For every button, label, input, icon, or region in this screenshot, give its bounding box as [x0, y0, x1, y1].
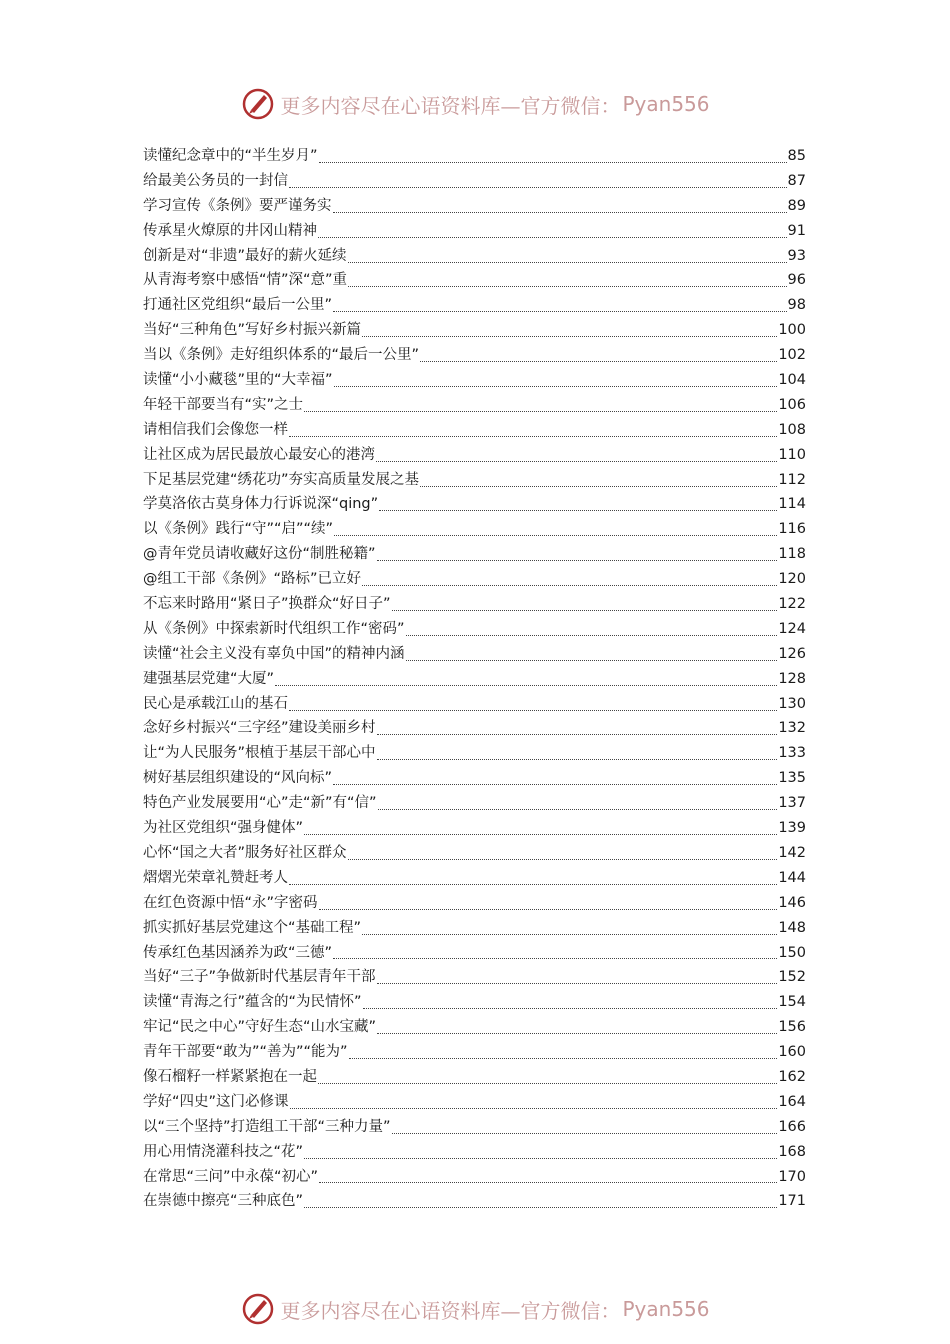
toc-entry-title: 学莫洛依古莫身体力行诉说深“qing”: [143, 496, 379, 513]
toc-leader-dots: [333, 784, 777, 785]
toc-entry[interactable]: [143, 343, 806, 368]
toc-entry-title: 下足基层党建“绣花功”夯实高质量发展之基: [143, 471, 420, 488]
toc-leader-dots: [289, 710, 777, 711]
toc-entry-page: 106: [778, 396, 806, 413]
toc-entry-page: 162: [778, 1068, 806, 1085]
toc-leader-dots: [378, 809, 778, 810]
toc-entry-title: 树好基层组织建设的“风向标”: [143, 770, 333, 787]
toc-entry[interactable]: [143, 293, 806, 318]
toc-entry-title: 抓实抓好基层党建这个“基础工程”: [143, 919, 362, 936]
toc-entry-page: 146: [778, 894, 806, 911]
toc-entry-title: 青年干部要“敢为”“善为”“能为”: [143, 1044, 348, 1061]
toc-entry[interactable]: [143, 916, 806, 941]
toc-entry-title: 年轻干部要当有“实”之士: [143, 396, 304, 413]
toc-entry-page: 89: [787, 197, 806, 214]
toc-entry-page: 112: [778, 471, 806, 488]
toc-entry-title: 让“为人民服务”根植于基层干部心中: [143, 745, 376, 762]
footer-banner: [0, 1289, 950, 1329]
toc-entry-page: 102: [778, 347, 806, 364]
toc-entry-title: 读懂“青海之行”蕴含的“为民情怀”: [143, 994, 362, 1011]
footer-text: 更多内容尽在心语资料库—官方微信：: [280, 1298, 621, 1323]
header-wechat-id: Pyan556: [622, 92, 710, 116]
toc-entry-title: 从青海考察中感悟“情”深“意”重: [143, 272, 348, 289]
toc-entry-title: 创新是对“非遗”最好的薪火延续: [143, 247, 347, 264]
toc-entry-title: 当好“三子”争做新时代基层青年干部: [143, 969, 376, 986]
toc-leader-dots: [333, 311, 787, 312]
toc-entry-page: 91: [787, 222, 806, 239]
toc-entry-page: 93: [787, 247, 806, 264]
toc-entry[interactable]: [143, 1189, 806, 1214]
toc-entry-title: 学习宣传《条例》要严谨务实: [143, 197, 332, 214]
toc-entry-page: 154: [778, 994, 806, 1011]
toc-entry-title: 不忘来时路用“紧日子”换群众“好日子”: [143, 596, 391, 613]
toc-entry[interactable]: [143, 617, 806, 642]
toc-entry-title: 从《条例》中探索新时代组织工作“密码”: [143, 620, 405, 637]
header-text: 更多内容尽在心语资料库—官方微信：: [280, 93, 621, 118]
toc-entry-title: 读懂“小小藏毯”里的“大幸福”: [143, 372, 333, 389]
toc-entry[interactable]: [143, 642, 806, 667]
toc-leader-dots: [319, 1182, 777, 1183]
toc-entry[interactable]: [143, 816, 806, 841]
toc-leader-dots: [289, 187, 787, 188]
toc-entry[interactable]: [143, 692, 806, 717]
toc-entry-title: 像石榴籽一样紧紧抱在一起: [143, 1068, 317, 1085]
toc-entry-title: 以“三个坚持”打造组工干部“三种力量”: [143, 1118, 391, 1135]
toc-entry[interactable]: [143, 1040, 806, 1065]
toc-leader-dots: [362, 336, 777, 337]
toc-leader-dots: [318, 237, 787, 238]
toc-entry[interactable]: [143, 667, 806, 692]
toc-entry[interactable]: [143, 1115, 806, 1140]
toc-entry[interactable]: [143, 492, 806, 517]
toc-entry-title: 让社区成为居民最放心最安心的港湾: [143, 446, 375, 463]
toc-entry-page: 126: [778, 645, 806, 662]
toc-leader-dots: [420, 486, 777, 487]
toc-entry[interactable]: [143, 418, 806, 443]
toc-entry[interactable]: [143, 965, 806, 990]
toc-entry-title: 在崇德中擦亮“三种底色”: [143, 1193, 304, 1210]
toc-entry-page: 98: [787, 297, 806, 314]
toc-entry-title: 建强基层党建“大厦”: [143, 670, 275, 687]
toc-entry-page: 160: [778, 1044, 806, 1061]
toc-entry-page: 110: [778, 446, 806, 463]
toc-entry-page: 170: [778, 1168, 806, 1185]
toc-leader-dots: [348, 262, 787, 263]
toc-entry-title: 传承星火燎原的井冈山精神: [143, 222, 317, 239]
toc-leader-dots: [304, 834, 777, 835]
brand-logo-icon: [240, 1291, 276, 1327]
toc-entry[interactable]: [143, 368, 806, 393]
toc-leader-dots: [362, 934, 777, 935]
toc-leader-dots: [334, 535, 777, 536]
toc-entry-title: 读懂纪念章中的“半生岁月”: [143, 148, 318, 164]
toc-entry-page: 164: [778, 1093, 806, 1110]
toc-entry[interactable]: [143, 941, 806, 966]
toc-entry[interactable]: [143, 542, 806, 567]
toc-entry-title: 当以《条例》走好组织体系的“最后一公里”: [143, 347, 420, 364]
toc-entry[interactable]: [143, 517, 806, 542]
toc-entry-page: 139: [778, 820, 806, 837]
toc-entry-title: 心怀“国之大者”服务好社区群众: [143, 844, 347, 861]
toc-leader-dots: [348, 859, 778, 860]
toc-entry-title: @组工干部《条例》“路标”已立好: [143, 571, 362, 588]
toc-leader-dots: [319, 162, 787, 163]
toc-entry-page: 152: [778, 969, 806, 986]
toc-entry-page: 118: [778, 546, 806, 563]
toc-entry-title: 读懂“社会主义没有辜负中国”的精神内涵: [143, 645, 405, 662]
toc-entry-title: 以《条例》践行“守”“启”“续”: [143, 521, 334, 538]
toc-leader-dots: [290, 1108, 778, 1109]
toc-entry[interactable]: [143, 1140, 806, 1165]
toc-entry[interactable]: [143, 592, 806, 617]
toc-entry[interactable]: [143, 318, 806, 343]
toc-entry-title: 念好乡村振兴“三字经”建设美丽乡村: [143, 720, 376, 737]
toc-entry[interactable]: [143, 766, 806, 791]
toc-entry-title: 学好“四史”这门必修课: [143, 1093, 289, 1110]
toc-entry-title: 用心用情浇灌科技之“花”: [143, 1143, 304, 1160]
toc-leader-dots: [304, 411, 777, 412]
toc-entry-page: 96: [787, 272, 806, 289]
toc-entry-title: 牢记“民之中心”守好生态“山水宝藏”: [143, 1019, 377, 1036]
toc-entry-title: @青年党员请收藏好这份“制胜秘籍”: [143, 546, 376, 563]
toc-entry[interactable]: [143, 169, 806, 194]
toc-entry-page: 144: [778, 869, 806, 886]
toc-entry[interactable]: [143, 716, 806, 741]
toc-entry-title: 特色产业发展要用“心”走“新”有“信”: [143, 795, 377, 812]
toc-leader-dots: [348, 286, 787, 287]
toc-entry[interactable]: [143, 443, 806, 468]
toc-leader-dots: [379, 510, 777, 511]
toc-entry-page: 104: [778, 372, 806, 389]
toc-leader-dots: [377, 759, 778, 760]
toc-leader-dots: [349, 1058, 778, 1059]
toc-leader-dots: [333, 958, 777, 959]
toc-entry-page: 124: [778, 620, 806, 637]
toc-entry-page: 132: [778, 720, 806, 737]
toc-entry-page: 130: [778, 695, 806, 712]
toc-entry[interactable]: [143, 891, 806, 916]
toc-entry-page: 156: [778, 1019, 806, 1036]
toc-entry-page: 122: [778, 596, 806, 613]
toc-entry[interactable]: [143, 1165, 806, 1190]
toc-leader-dots: [406, 660, 778, 661]
footer-wechat-id: Pyan556: [622, 1297, 710, 1321]
toc-leader-dots: [377, 734, 778, 735]
toc-leader-dots: [304, 1158, 777, 1159]
toc-entry-title: 为社区党组织“强身健体”: [143, 820, 304, 837]
toc-entry[interactable]: [143, 866, 806, 891]
toc-leader-dots: [363, 1008, 778, 1009]
toc-entry[interactable]: [143, 841, 806, 866]
toc-entry-page: 142: [778, 844, 806, 861]
toc-entry-title: 熠熠光荣章礼赞赶考人: [143, 869, 288, 886]
toc-entry[interactable]: [143, 144, 806, 169]
toc-leader-dots: [376, 461, 777, 462]
toc-leader-dots: [275, 685, 777, 686]
toc-entry[interactable]: [143, 1015, 806, 1040]
toc-leader-dots: [333, 212, 787, 213]
toc-entry[interactable]: [143, 791, 806, 816]
toc-entry-page: 135: [778, 770, 806, 787]
toc-entry[interactable]: [143, 741, 806, 766]
toc-entry-page: 116: [778, 521, 806, 538]
toc-entry-page: 87: [787, 172, 806, 189]
toc-entry-title: 当好“三种角色”写好乡村振兴新篇: [143, 322, 362, 339]
toc-leader-dots: [377, 560, 778, 561]
toc-leader-dots: [406, 635, 778, 636]
toc-entry[interactable]: [143, 244, 806, 269]
toc-entry[interactable]: [143, 1065, 806, 1090]
toc-entry[interactable]: [143, 468, 806, 493]
table-of-contents: [143, 144, 806, 1214]
toc-entry-title: 传承红色基因涵养为政“三德”: [143, 944, 333, 961]
toc-leader-dots: [420, 361, 777, 362]
toc-leader-dots: [377, 1033, 777, 1034]
toc-leader-dots: [392, 610, 778, 611]
toc-entry[interactable]: [143, 1090, 806, 1115]
toc-entry-page: 150: [778, 944, 806, 961]
toc-leader-dots: [334, 386, 778, 387]
toc-leader-dots: [319, 909, 778, 910]
toc-entry-page: 120: [778, 571, 806, 588]
toc-leader-dots: [318, 1083, 777, 1084]
toc-leader-dots: [377, 983, 778, 984]
toc-leader-dots: [392, 1133, 778, 1134]
toc-entry-page: 137: [778, 795, 806, 812]
toc-entry-page: 166: [778, 1118, 806, 1135]
toc-entry-title: 打通社区党组织“最后一公里”: [143, 297, 333, 314]
toc-entry-page: 148: [778, 919, 806, 936]
toc-entry[interactable]: [143, 219, 806, 244]
brand-logo-icon: [240, 86, 276, 122]
toc-entry-page: 128: [778, 670, 806, 687]
toc-leader-dots: [289, 884, 777, 885]
toc-entry-page: 100: [778, 322, 806, 339]
toc-entry-page: 114: [778, 496, 806, 513]
toc-entry[interactable]: [143, 194, 806, 219]
toc-entry-title: 在红色资源中悟“永”字密码: [143, 894, 318, 911]
toc-leader-dots: [304, 1207, 777, 1208]
toc-entry-title: 给最美公务员的一封信: [143, 172, 288, 189]
toc-entry[interactable]: [143, 393, 806, 418]
toc-entry-page: 108: [778, 421, 806, 438]
header-banner: [0, 84, 950, 124]
toc-leader-dots: [362, 585, 777, 586]
toc-entry[interactable]: [143, 567, 806, 592]
toc-entry-title: 在常思“三问”中永葆“初心”: [143, 1168, 319, 1185]
toc-entry-page: 85: [787, 148, 806, 164]
toc-entry[interactable]: [143, 990, 806, 1015]
toc-entry-page: 168: [778, 1143, 806, 1160]
toc-leader-dots: [289, 436, 777, 437]
toc-entry-title: 民心是承载江山的基石: [143, 695, 288, 712]
toc-entry[interactable]: [143, 268, 806, 293]
toc-entry-page: 133: [778, 745, 806, 762]
toc-entry-page: 171: [778, 1193, 806, 1210]
toc-entry-title: 请相信我们会像您一样: [143, 421, 288, 438]
